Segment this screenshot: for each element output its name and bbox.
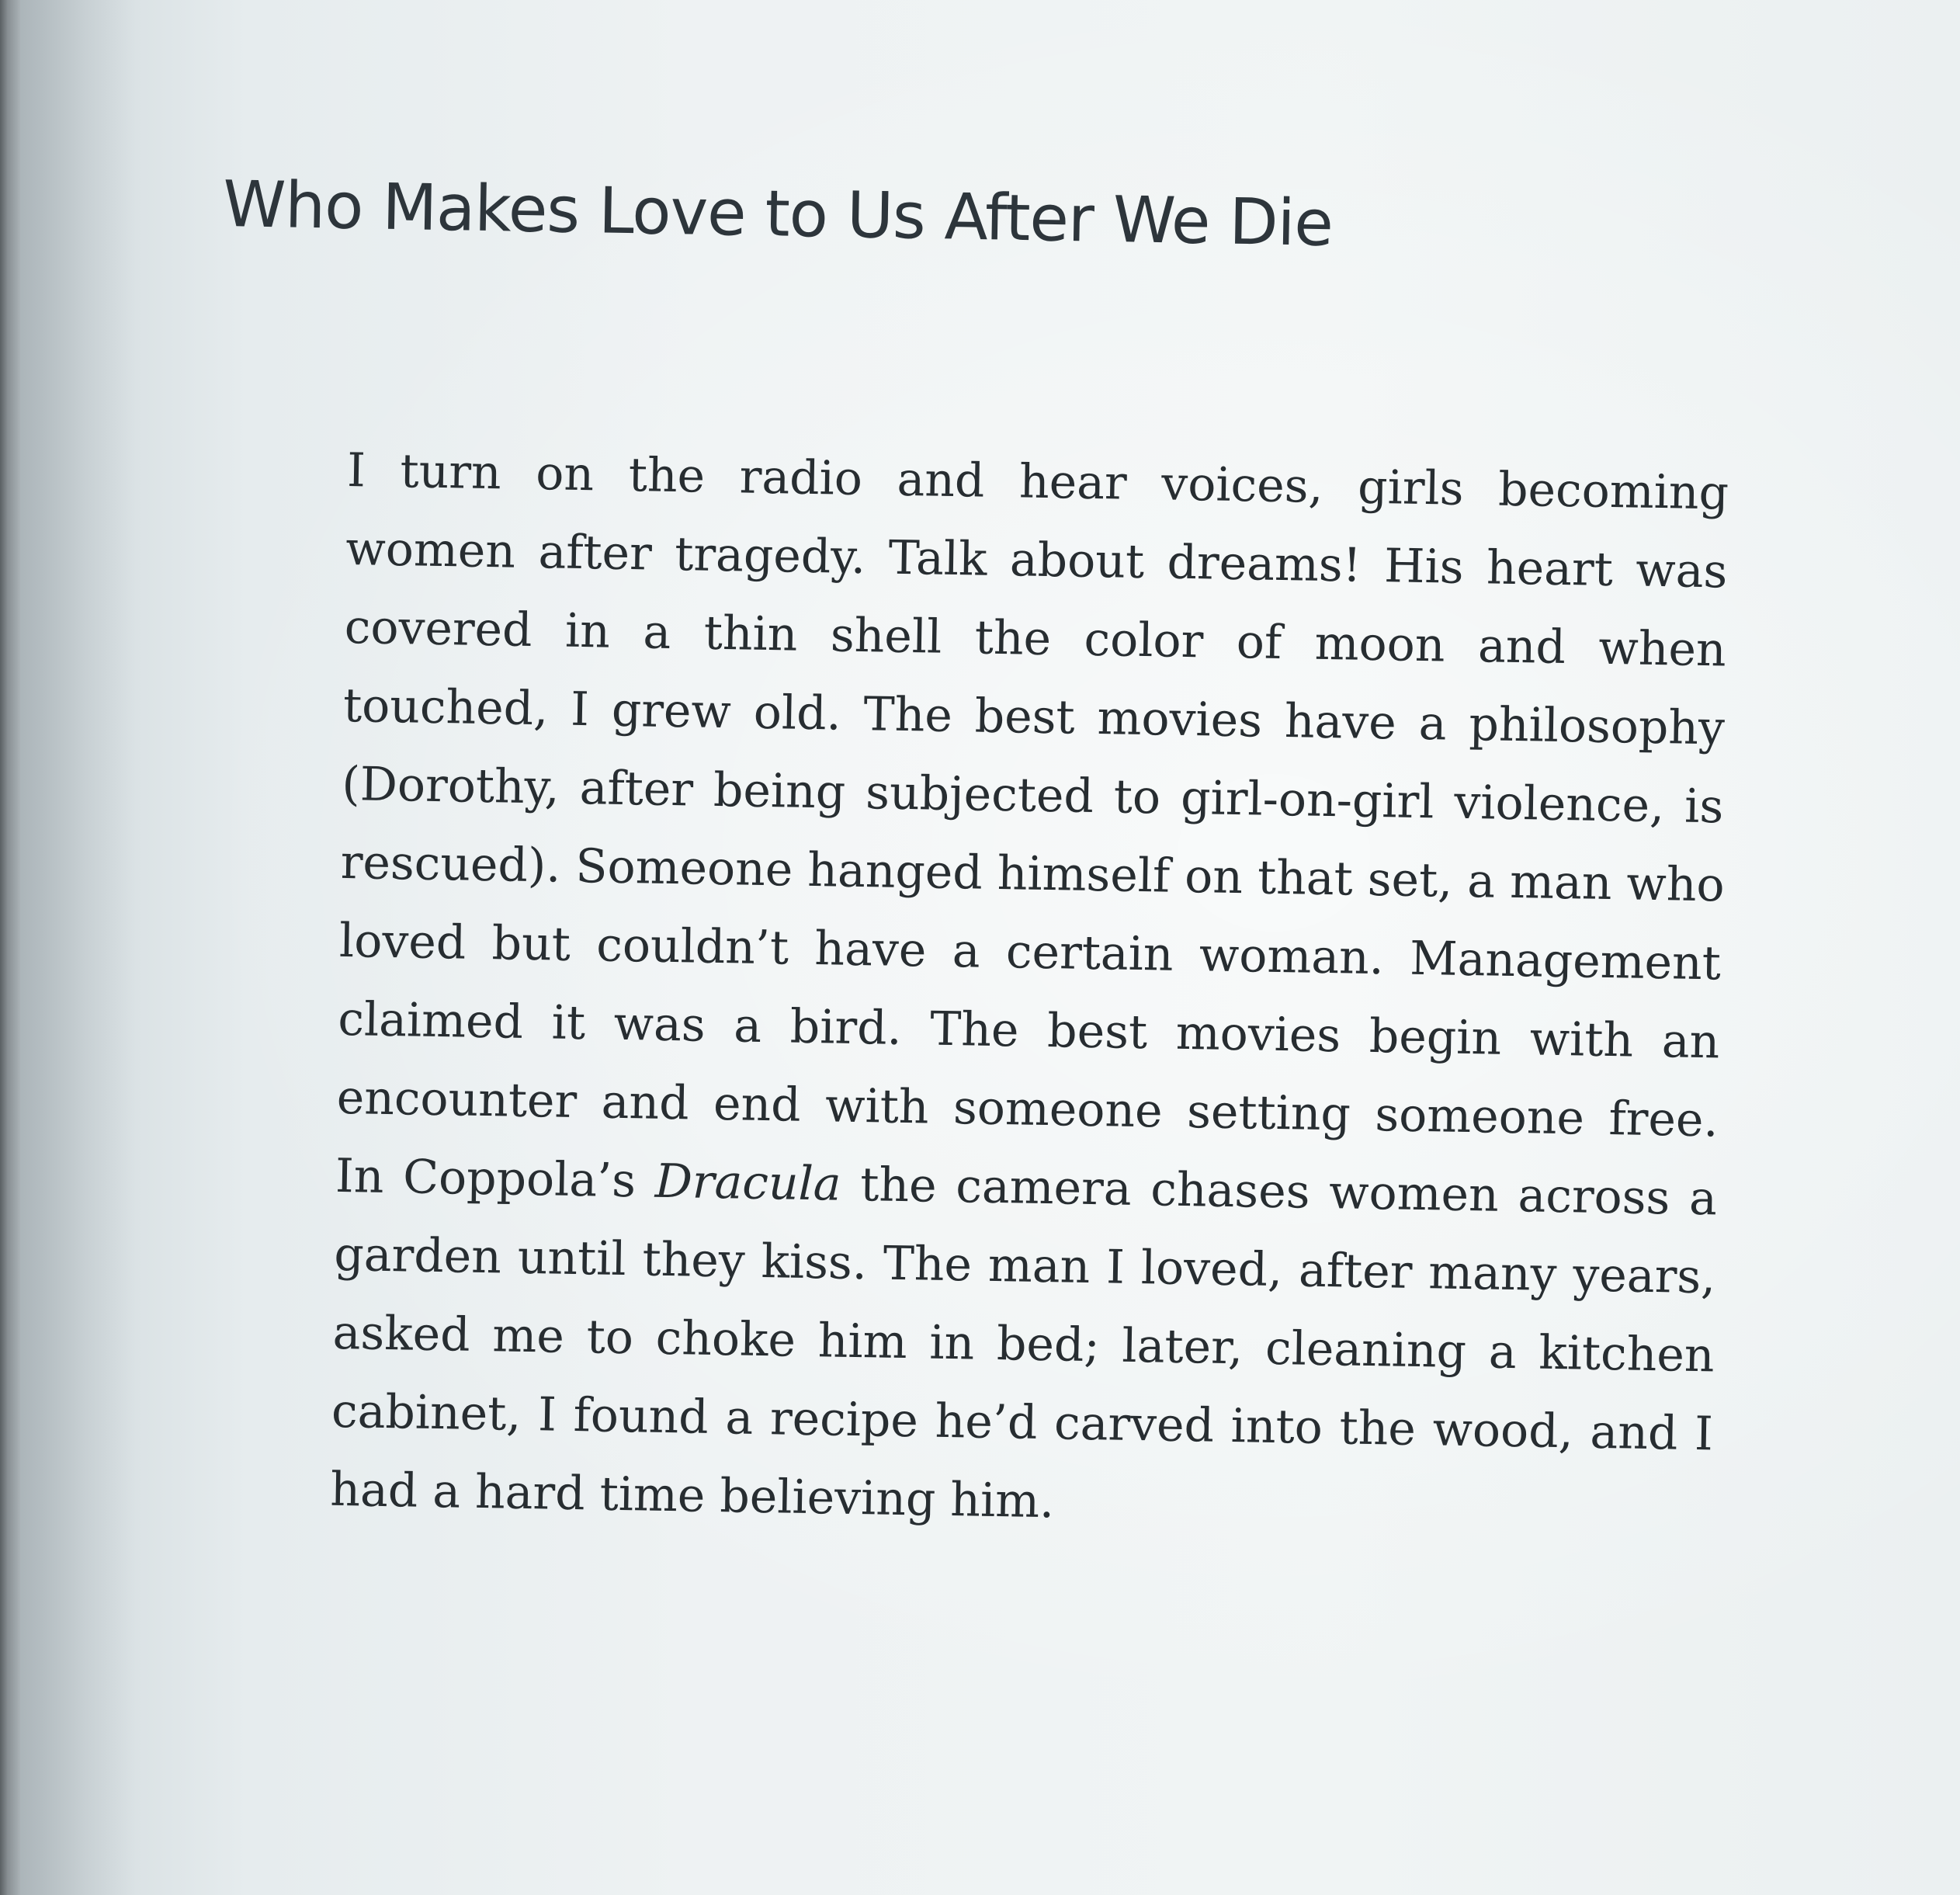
poem-line: loved but couldn’t have a certain woman. Management <box>338 913 1722 991</box>
poem-line: claimed it was a bird. The best movies begin with an <box>337 991 1720 1070</box>
poem-line: garden until they kiss. The man I loved, after many years, <box>333 1227 1716 1305</box>
line-text-after: the camera chases women across a <box>840 1157 1718 1227</box>
film-title-italic: Dracula <box>654 1154 842 1212</box>
poem-body <box>330 432 1729 1552</box>
poem-line: asked me to choke him in bed; later, cleaning a kitchen <box>332 1305 1715 1383</box>
poem-line: rescued). Someone hanged himself on that set, a man who <box>340 835 1726 913</box>
book-spine-gutter <box>0 0 20 1895</box>
line-text-before: In Coppola’s <box>335 1148 656 1209</box>
poem-line: (Dorothy, after being subjected to girl-on-girl violence, is <box>341 756 1724 835</box>
poem-line: encounter and end with someone setting someone free. <box>336 1070 1719 1148</box>
poem-line: I turn on the radio and hear voices, girls becoming <box>346 443 1729 521</box>
gutter-shadow <box>20 0 137 1895</box>
poem-title: Who Makes Love to Us After We Die <box>222 168 1334 261</box>
poem-line: cabinet, I found a recipe he’d carved into the wood, and I <box>331 1383 1714 1462</box>
poem-line-last: had a hard time believing him. <box>329 1462 1055 1529</box>
poem-line: touched, I grew old. The best movies have a philosophy <box>342 678 1726 756</box>
poem-line: women after tragedy. Talk about dreams! His heart was <box>345 521 1728 599</box>
poem-line: covered in a thin shell the color of moon and when <box>344 599 1727 678</box>
